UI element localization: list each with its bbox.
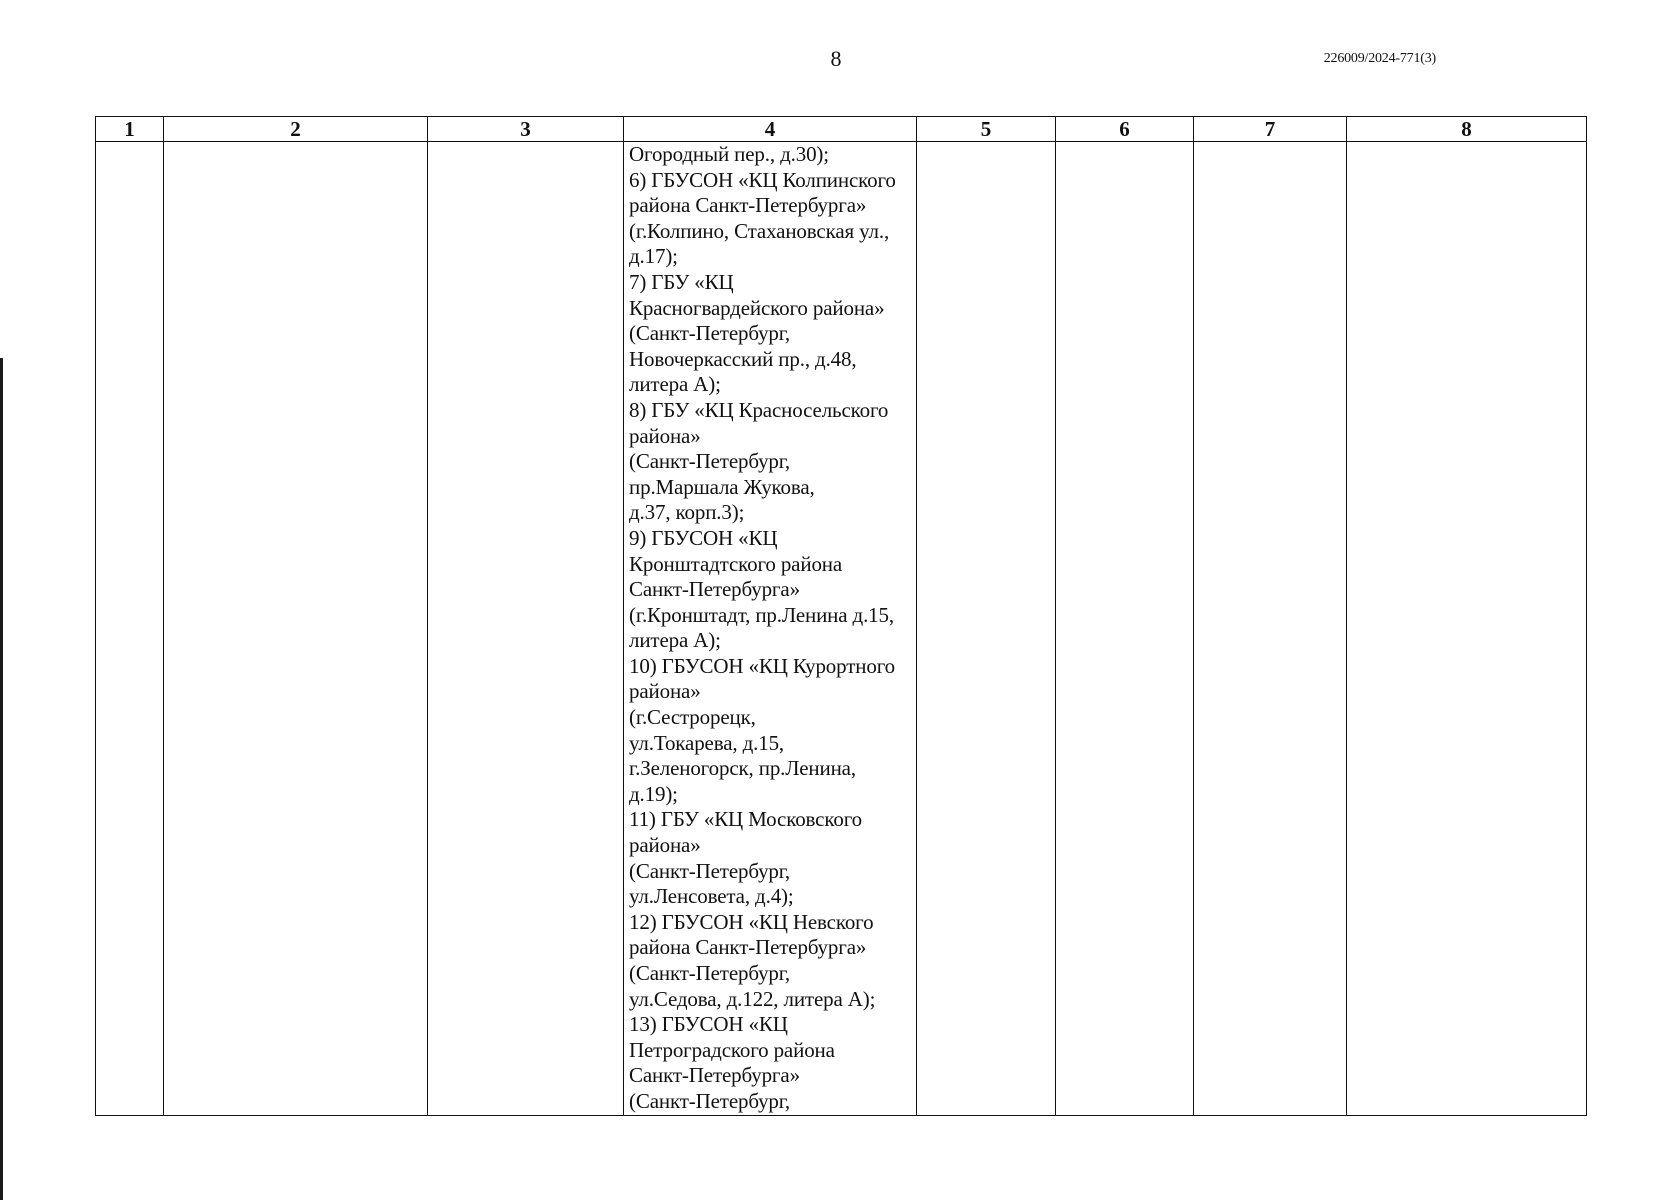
address-line: Новочеркасский пр., д.48, — [629, 346, 857, 371]
address-line: 7) ГБУ «КЦ — [629, 269, 734, 294]
scan-edge-artifact — [0, 358, 3, 1200]
address-line: 13) ГБУСОН «КЦ — [629, 1012, 788, 1037]
address-line: 10) ГБУСОН «КЦ Курортного — [629, 653, 895, 678]
cell-col-5 — [917, 142, 1056, 1116]
column-header-7: 7 — [1194, 117, 1347, 142]
column-header-1: 1 — [96, 117, 164, 142]
table-header-row — [96, 117, 1587, 142]
address-line: района» — [629, 679, 701, 704]
cell-col-3 — [428, 142, 624, 1116]
cell-col-8 — [1347, 142, 1587, 1116]
column-header-8: 8 — [1347, 117, 1587, 142]
address-line: района» — [629, 833, 701, 858]
address-line: Петроградского района — [629, 1037, 835, 1062]
address-line: 9) ГБУСОН «КЦ — [629, 525, 778, 550]
address-line: ул.Седова, д.122, литера А); — [629, 986, 876, 1011]
address-line: 8) ГБУ «КЦ Красносельского — [629, 397, 889, 422]
address-line: д.17); — [629, 244, 678, 269]
address-line: Красногвардейского района» — [629, 295, 885, 320]
column-header-6: 6 — [1056, 117, 1194, 142]
address-line: литера А); — [629, 628, 721, 653]
address-line: Санкт-Петербурга» — [629, 577, 800, 602]
address-line: (Санкт-Петербург, — [629, 858, 790, 883]
table-row — [96, 142, 1587, 1116]
address-line: 12) ГБУСОН «КЦ Невского — [629, 909, 874, 934]
column-header-3: 3 — [428, 117, 624, 142]
address-line: д.37, корп.3); — [629, 500, 745, 525]
address-line: (Санкт-Петербург, — [629, 321, 790, 346]
address-line: ул.Токарева, д.15, — [629, 730, 785, 755]
cell-col-1 — [96, 142, 164, 1116]
address-line: Кронштадтского района — [629, 551, 843, 576]
address-line: района» — [629, 423, 701, 448]
address-line: (Санкт-Петербург, — [629, 449, 790, 474]
document-table — [95, 116, 1587, 1116]
cell-col-4 — [624, 142, 917, 1116]
column-header-5: 5 — [917, 117, 1056, 142]
document-number: 226009/2024-771(3) — [1323, 51, 1436, 66]
address-line: (Санкт-Петербург, — [629, 961, 790, 985]
address-line: (г.Кронштадт, пр.Ленина д.15, — [629, 602, 894, 627]
address-line: д.19); — [629, 781, 678, 806]
address-line: литера А); — [629, 372, 721, 397]
address-list — [624, 142, 916, 1115]
address-line: (Санкт-Петербург, — [629, 1088, 790, 1113]
cell-col-6 — [1056, 142, 1194, 1116]
address-line: ул.Ленсовета, д.4); — [629, 884, 794, 909]
address-line: 6) ГБУСОН «КЦ Колпинского — [629, 167, 896, 192]
column-header-4: 4 — [624, 117, 917, 142]
address-line: Санкт-Петербурга» — [629, 1063, 800, 1088]
address-line: Огородный пер., д.30); — [629, 142, 829, 166]
address-line: г.Зеленогорск, пр.Ленина, — [629, 756, 856, 781]
address-line: района Санкт-Петербурга» — [629, 193, 867, 218]
address-line: (г.Колпино, Стахановская ул., — [629, 218, 890, 243]
address-line: пр.Маршала Жукова, — [629, 474, 815, 499]
cell-col-7 — [1194, 142, 1347, 1116]
address-line: района Санкт-Петербурга» — [629, 935, 867, 960]
address-line: 11) ГБУ «КЦ Московского — [629, 807, 862, 832]
address-line: (г.Сестрорецк, — [629, 705, 756, 730]
page-number: 8 — [830, 46, 842, 71]
cell-col-2 — [164, 142, 428, 1116]
column-header-2: 2 — [164, 117, 428, 142]
